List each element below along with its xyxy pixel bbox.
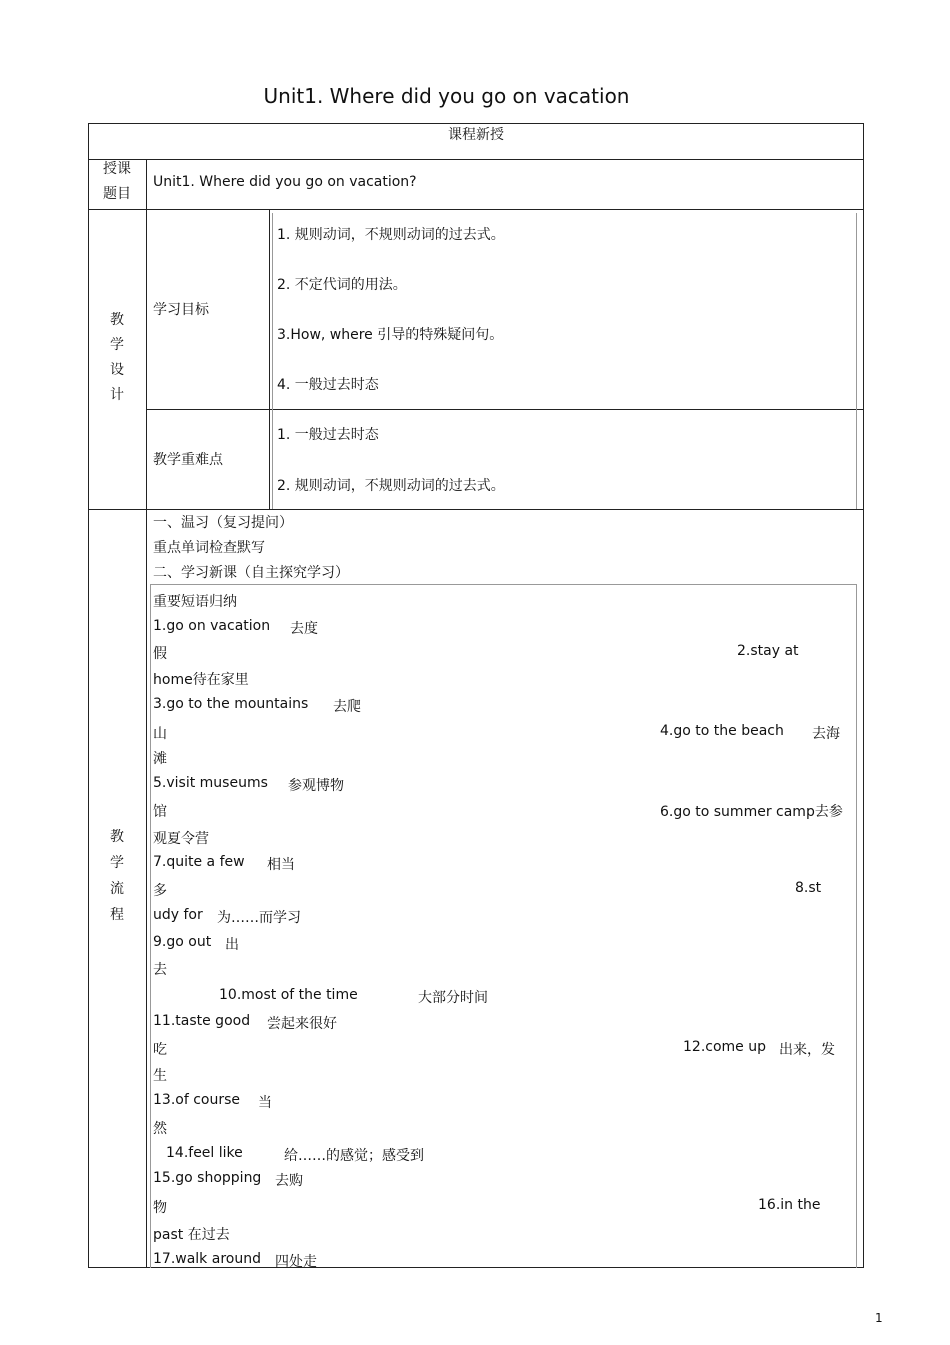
goal-item: 1. 规则动词，不规则动词的过去式。 [277,227,505,243]
keypoint-item: 1. 一般过去时态 [277,427,379,443]
phrase-text: 12.come up [683,1039,766,1055]
phrase-text: 9.go out [153,934,212,950]
phrase-meaning: 尝起来很好 [267,1016,337,1032]
phrase-text: 15.go shopping [153,1170,262,1186]
phrase-text: 14.feel like [166,1145,243,1161]
phrase-meaning: 去度 [290,621,318,637]
phrase-text: 生 [153,1068,167,1084]
phrase-text: 3.go to the mountains [153,696,309,712]
phrase-meaning: 参观博物 [288,778,344,794]
phrase-text: 13.of course [153,1092,241,1108]
phrase-meaning: 去海 [812,726,840,742]
phrase-meaning: 相当 [267,857,295,873]
phrase-meaning: 出来，发 [779,1042,835,1058]
phrase-text: 16.in the [758,1197,821,1213]
phrases-heading: 重要短语归纳 [153,594,237,610]
goal-item: 4. 一般过去时态 [277,377,379,393]
keypoint-item: 2. 规则动词，不规则动词的过去式。 [277,478,505,494]
phrase-text: 1.go on vacation [153,618,271,634]
process-line: 重点单词检查默写 [153,540,265,556]
phrase-meaning: 去爬 [333,699,361,715]
process-line: 二、学习新课（自主探究学习） [153,565,349,581]
phrase-text: 7.quite a few [153,854,245,870]
phrase-meaning: 当 [258,1095,272,1111]
phrase-text: 假 [153,646,167,662]
phrase-text: 山 [153,726,167,742]
phrase-text: 吃 [153,1042,167,1058]
phrase-text: 8.st [795,880,822,896]
phrase-text: 6.go to summer camp去参 [660,804,843,820]
topic-value: Unit1. Where did you go on vacation? [153,174,417,190]
phrase-meaning: 四处走 [275,1254,317,1270]
phrase-meaning: 出 [225,937,239,953]
phrase-text: 多 [153,883,167,899]
phrase-meaning: 去购 [275,1173,303,1189]
design-label: 教 学 设 计 [110,312,124,403]
document-title: Unit1. Where did you go on vacation [263,84,630,108]
topic-label: 授课 题目 [103,161,131,202]
phrase-text: past 在过去 [153,1227,230,1243]
goals-label: 学习目标 [153,302,209,318]
phrase-text: 4.go to the beach [660,723,784,739]
phrase-text: udy for [153,907,203,923]
goal-item: 3.How, where 引导的特殊疑问句。 [277,327,504,343]
phrase-text: 去 [153,962,167,978]
page-number: 1 [875,1311,883,1325]
phrase-text: home待在家里 [153,672,249,688]
phrase-text: 然 [153,1121,167,1137]
phrase-text: 10.most of the time [219,987,358,1003]
phrase-text: 2.stay at [737,643,799,659]
phrase-meaning: 大部分时间 [418,990,488,1006]
process-line: 一、温习（复习提问） [153,515,293,531]
phrase-text: 物 [153,1200,167,1216]
phrase-meaning: 给……的感觉；感受到 [284,1148,424,1164]
phrase-text: 17.walk around [153,1251,261,1267]
process-label: 教 学 流 程 [110,829,124,923]
phrase-text: 11.taste good [153,1013,251,1029]
phrase-meaning: 为……而学习 [217,910,301,926]
keypoints-label: 教学重难点 [153,452,223,468]
phrase-text: 5.visit museums [153,775,268,791]
phrase-text: 观夏令营 [153,831,209,847]
table-header: 课程新授 [448,127,504,143]
phrase-text: 滩 [153,751,167,767]
goal-item: 2. 不定代词的用法。 [277,277,407,293]
phrase-text: 馆 [153,804,167,820]
